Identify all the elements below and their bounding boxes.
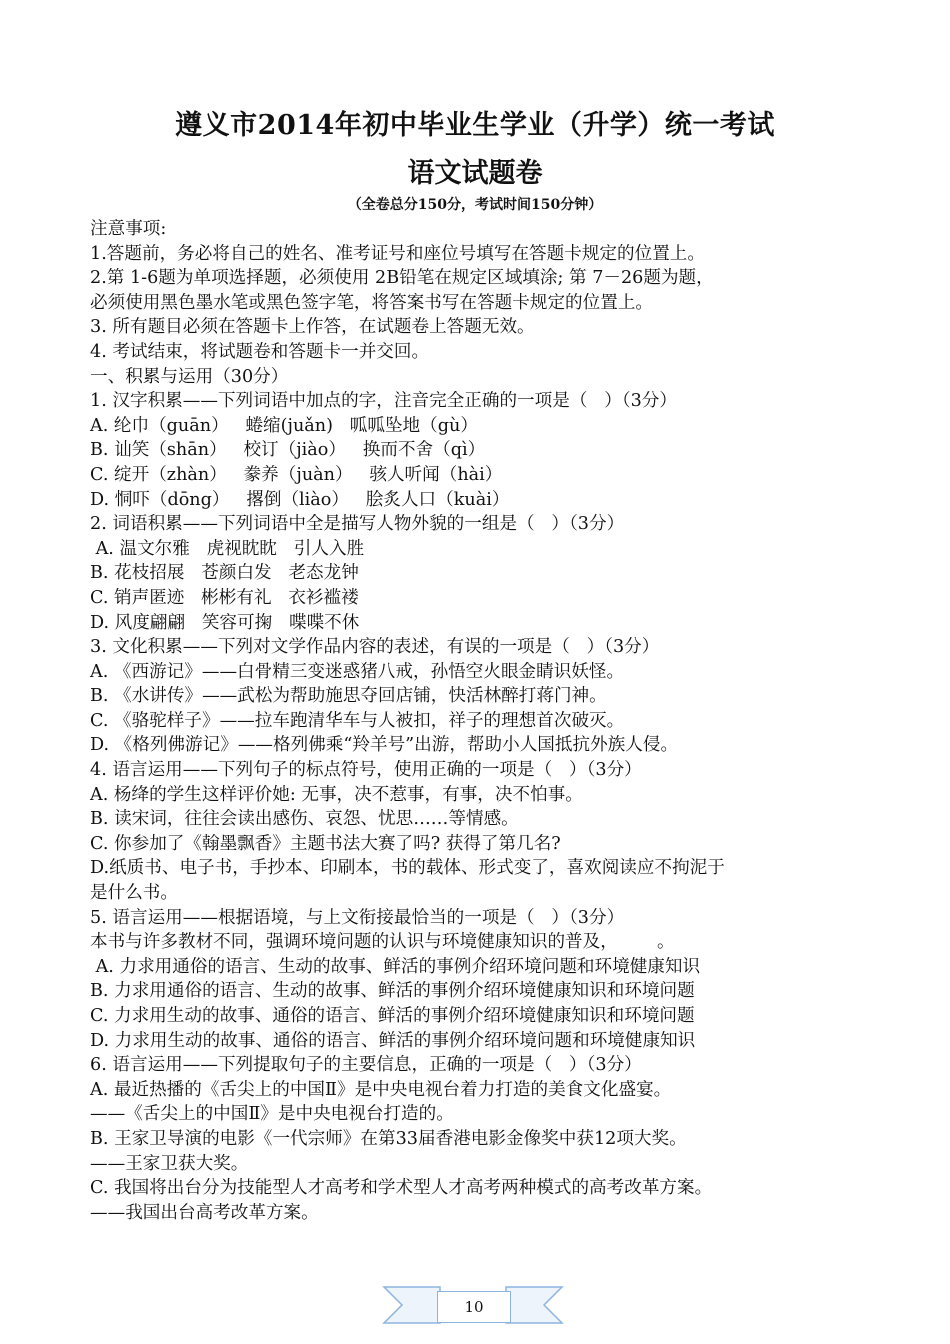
text-line: 注意事项:: [90, 219, 167, 239]
text-line: C. 销声匿迹 彬彬有礼 衣衫褴褛: [90, 587, 359, 608]
text-line: 4. 语言运用——下列句子的标点符号，使用正确的一项是（ ）（3分）: [90, 760, 642, 781]
text-line: ——王家卫获大奖。: [90, 1153, 249, 1174]
text-line: D. 恫吓（dōng） 撂倒（liào） 脍炙人口（kuài）: [90, 489, 510, 510]
text-line: D. 《格列佛游记》——格列佛乘“羚羊号”出游，帮助小人国抵抗外族人侵。: [90, 735, 679, 756]
text-line: B. 花枝招展 苍颜白发 老态龙钟: [90, 563, 359, 584]
exam-note: （全卷总分150分，考试时间150分钟）: [347, 197, 603, 213]
exam-body: [90, 217, 865, 1225]
text-line: 本书与许多教材不同，强调环境问题的认识与环境健康知识的普及， 。: [90, 932, 675, 953]
text-line: D. 风度翩翩 笑容可掬 喋喋不休: [90, 612, 360, 633]
text-line: B. 读宋词，往往会读出感伤、哀怨、忧思……等情感。: [90, 809, 519, 830]
text-line: A. 纶巾（guān） 蜷缩(juǎn) 呱呱坠地（gù）: [90, 415, 478, 436]
text-line: A. 最近热播的《舌尖上的中国Ⅱ》是中央电视台着力打造的美食文化盛宴。: [90, 1079, 672, 1100]
text-line: C. 《骆驼样子》——拉车跑清华车与人被扣，祥子的理想首次破灭。: [90, 710, 625, 731]
page-number: 10: [437, 1291, 511, 1323]
text-line: 6. 语言运用——下列提取句子的主要信息，正确的一项是（ ）（3分）: [90, 1055, 642, 1076]
text-line: 4. 考试结束，将试题卷和答题卡一并交回。: [90, 341, 430, 362]
text-line: B. 《水讲传》——武松为帮助施思夺回店铺，快活林醉打蒋门神。: [90, 686, 607, 707]
text-line: D.纸质书、电子书，手抄本、印刷本，书的载体、形式变了，喜欢阅读应不拘泥于: [90, 858, 725, 879]
text-line: A. 温文尔雅 虎视眈眈 引人入胜: [90, 538, 365, 559]
text-line: 2.第 1-6题为单项选择题，必须使用 2B铅笔在规定区域填涂; 第 7－26题为题，: [90, 268, 714, 289]
text-line: 2. 词语积累——下列词语中全是描写人物外貌的一组是（ ）（3分）: [90, 514, 625, 535]
text-line: 3. 文化积累——下列对文学作品内容的表述，有误的一项是（ ）（3分）: [90, 637, 660, 658]
exam-subtitle: 语文试题卷: [407, 158, 543, 189]
text-line: 5. 语言运用——根据语境，与上文衔接最恰当的一项是（ ）（3分）: [90, 907, 625, 928]
text-line: 1. 汉字积累——下列词语中加点的字，注音完全正确的一项是（ ）（3分）: [90, 391, 677, 412]
text-line: ——《舌尖上的中国Ⅱ》是中央电视台打造的。: [90, 1104, 454, 1125]
text-line: 必须使用黑色墨水笔或黑色签字笔，将答案书写在答题卡规定的位置上。: [90, 292, 654, 313]
text-line: D. 力求用生动的故事、通俗的语言、鲜活的事例介绍环境问题和环境健康知识: [90, 1030, 696, 1051]
text-line: B. 讪笑（shān） 校订（jiào） 换而不舍（qì）: [90, 440, 486, 461]
exam-title: 遵义市2014年初中毕业生学业（升学）统一考试: [175, 110, 775, 141]
text-line: 3. 所有题目必须在答题卡上作答，在试题卷上答题无效。: [90, 317, 535, 338]
text-line: B. 王家卫导演的电影《一代宗师》在第33届香港电影金像奖中获12项大奖。: [90, 1128, 687, 1149]
text-line: C. 力求用生动的故事、通俗的语言、鲜活的事例介绍环境健康知识和环境问题: [90, 1006, 695, 1026]
text-line: B. 力求用通俗的语言、生动的故事、鲜活的事例介绍环境健康知识和环境问题: [90, 981, 695, 1002]
text-line: C. 绽开（zhàn） 豢养（juàn） 骇人听闻（hài）: [90, 464, 503, 485]
text-line: 是什么书。: [90, 883, 178, 904]
text-line: 一、积累与运用（30分）: [90, 366, 289, 387]
text-line: A. 《西游记》——白骨精三变迷惑猪八戒，孙悟空火眼金睛识妖怪。: [90, 661, 625, 682]
text-line: ——我国出台高考改革方案。: [90, 1202, 319, 1223]
text-line: 1.答题前，务必将自己的姓名、准考证号和座位号填写在答题卡规定的位置上。: [90, 243, 705, 264]
text-line: A. 杨绛的学生这样评价她: 无事，决不惹事，有事，决不怕事。: [90, 784, 583, 805]
text-line: C. 我国将出台分为技能型人才高考和学术型人才高考两种模式的高考改革方案。: [90, 1178, 713, 1199]
page-number-ornament: [380, 1281, 566, 1329]
text-line: A. 力求用通俗的语言、生动的故事、鲜活的事例介绍环境问题和环境健康知识: [90, 956, 701, 977]
text-line: C. 你参加了《翰墨飘香》主题书法大赛了吗? 获得了第几名?: [90, 833, 561, 854]
